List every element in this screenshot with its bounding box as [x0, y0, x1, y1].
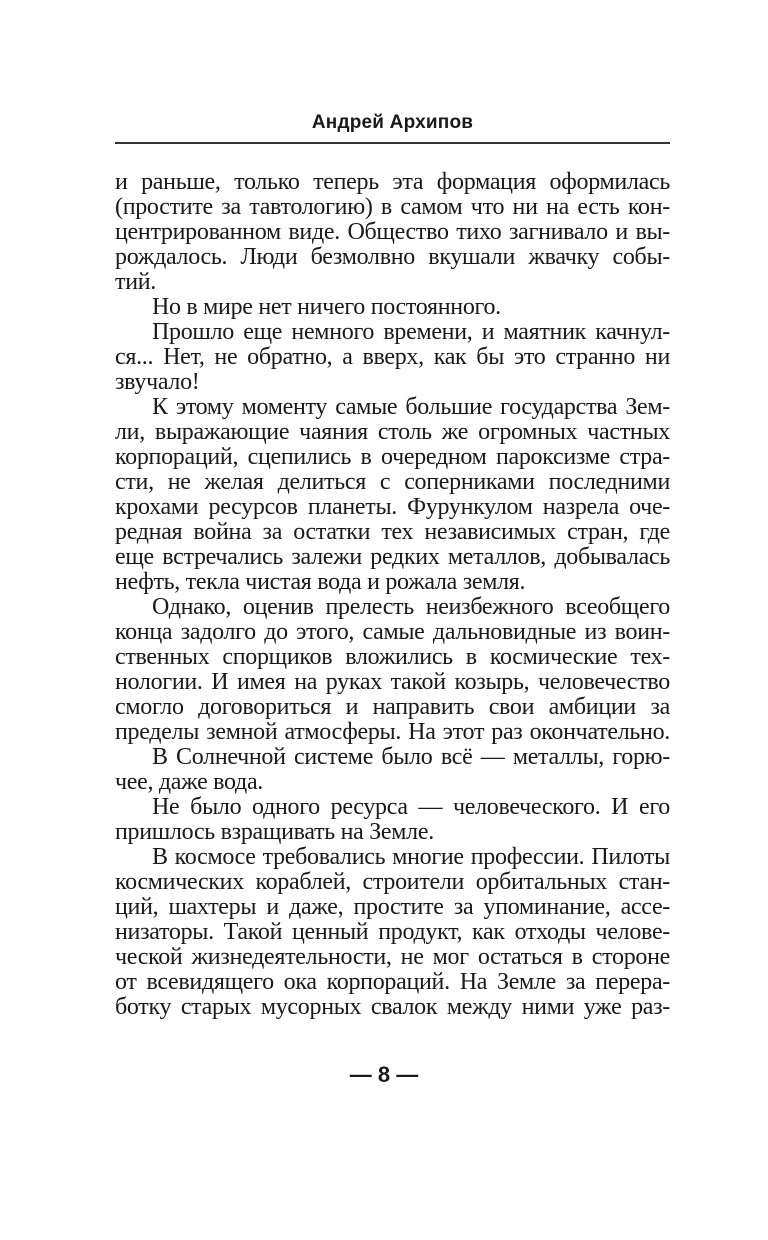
text-line: и раньше, только теперь эта формация оформилась	[115, 169, 670, 195]
text-line: Однако, оценив прелесть неизбежного всеобщего	[152, 594, 670, 620]
text-line: еще встречались залежи редких металлов, добывалась	[115, 544, 670, 570]
text-line: В Солнечной системе было всё — металлы, горю-	[152, 744, 670, 770]
text-line: Но в мире нет ничего постоянного.	[152, 294, 501, 320]
text-line: нефть, текла чистая вода и рожала земля.	[115, 569, 526, 595]
text-line: чее, даже вода.	[115, 769, 263, 795]
text-line: крохами ресурсов планеты. Фурункулом назрела оче-	[115, 494, 670, 520]
text-line: ственных спорщиков вложились в космические тех-	[115, 644, 670, 670]
text-line: В космосе требовались многие профессии. Пилоты	[152, 844, 670, 870]
text-line: (простите за тавтологию) в самом что ни на есть кон-	[115, 194, 670, 220]
text-line: пределы земной атмосферы. На этот раз окончательно.	[115, 719, 670, 745]
text-line: тий.	[115, 269, 156, 295]
running-header-author: Андрей Архипов	[311, 112, 474, 133]
page-number: — 8 —	[349, 1062, 419, 1087]
text-line: конца задолго до этого, самые дальновидные из воин-	[115, 619, 670, 645]
text-line: ся... Нет, не обратно, а вверх, как бы это странно ни	[115, 344, 670, 370]
text-line: корпораций, сцепились в очередном пароксизме стра-	[115, 444, 670, 470]
text-line: нологии. И имея на руках такой козырь, человечество	[115, 669, 670, 695]
text-line: низаторы. Такой ценный продукт, как отходы челове-	[115, 919, 670, 945]
text-line: Прошло еще немного времени, и маятник качнул-	[152, 319, 670, 345]
text-line: космических кораблей, строители орбитальных стан-	[115, 869, 670, 895]
text-line: центрированном виде. Общество тихо загнивало и вы-	[115, 219, 670, 245]
text-line: звучало!	[115, 369, 200, 395]
text-line: от всевидящего ока корпораций. На Земле за перера-	[115, 969, 670, 995]
text-line: ций, шахтеры и даже, простите за упоминание, ассе-	[115, 894, 670, 920]
text-line: ли, выражающие чаяния столь же огромных частных	[115, 419, 670, 445]
text-line: ческой жизнедеятельности, не мог остаться в стороне	[115, 944, 670, 970]
text-line: сти, не желая делиться с соперниками последними	[115, 469, 670, 495]
page-body-text	[115, 170, 670, 1020]
text-line: К этому моменту самые большие государства Зем-	[152, 394, 670, 420]
text-line: рождалось. Люди безмолвно вкушали жвачку собы-	[115, 244, 670, 270]
text-line: ботку старых мусорных свалок между ними уже раз-	[115, 994, 670, 1020]
text-line: смогло договориться и направить свои амбиции за	[115, 694, 670, 720]
text-line: редная война за остатки тех независимых стран, где	[115, 519, 670, 545]
header-rule	[115, 142, 670, 144]
text-line: Не было одного ресурса — человеческого. И его	[152, 794, 670, 820]
text-line: пришлось взращивать на Земле.	[115, 819, 434, 845]
